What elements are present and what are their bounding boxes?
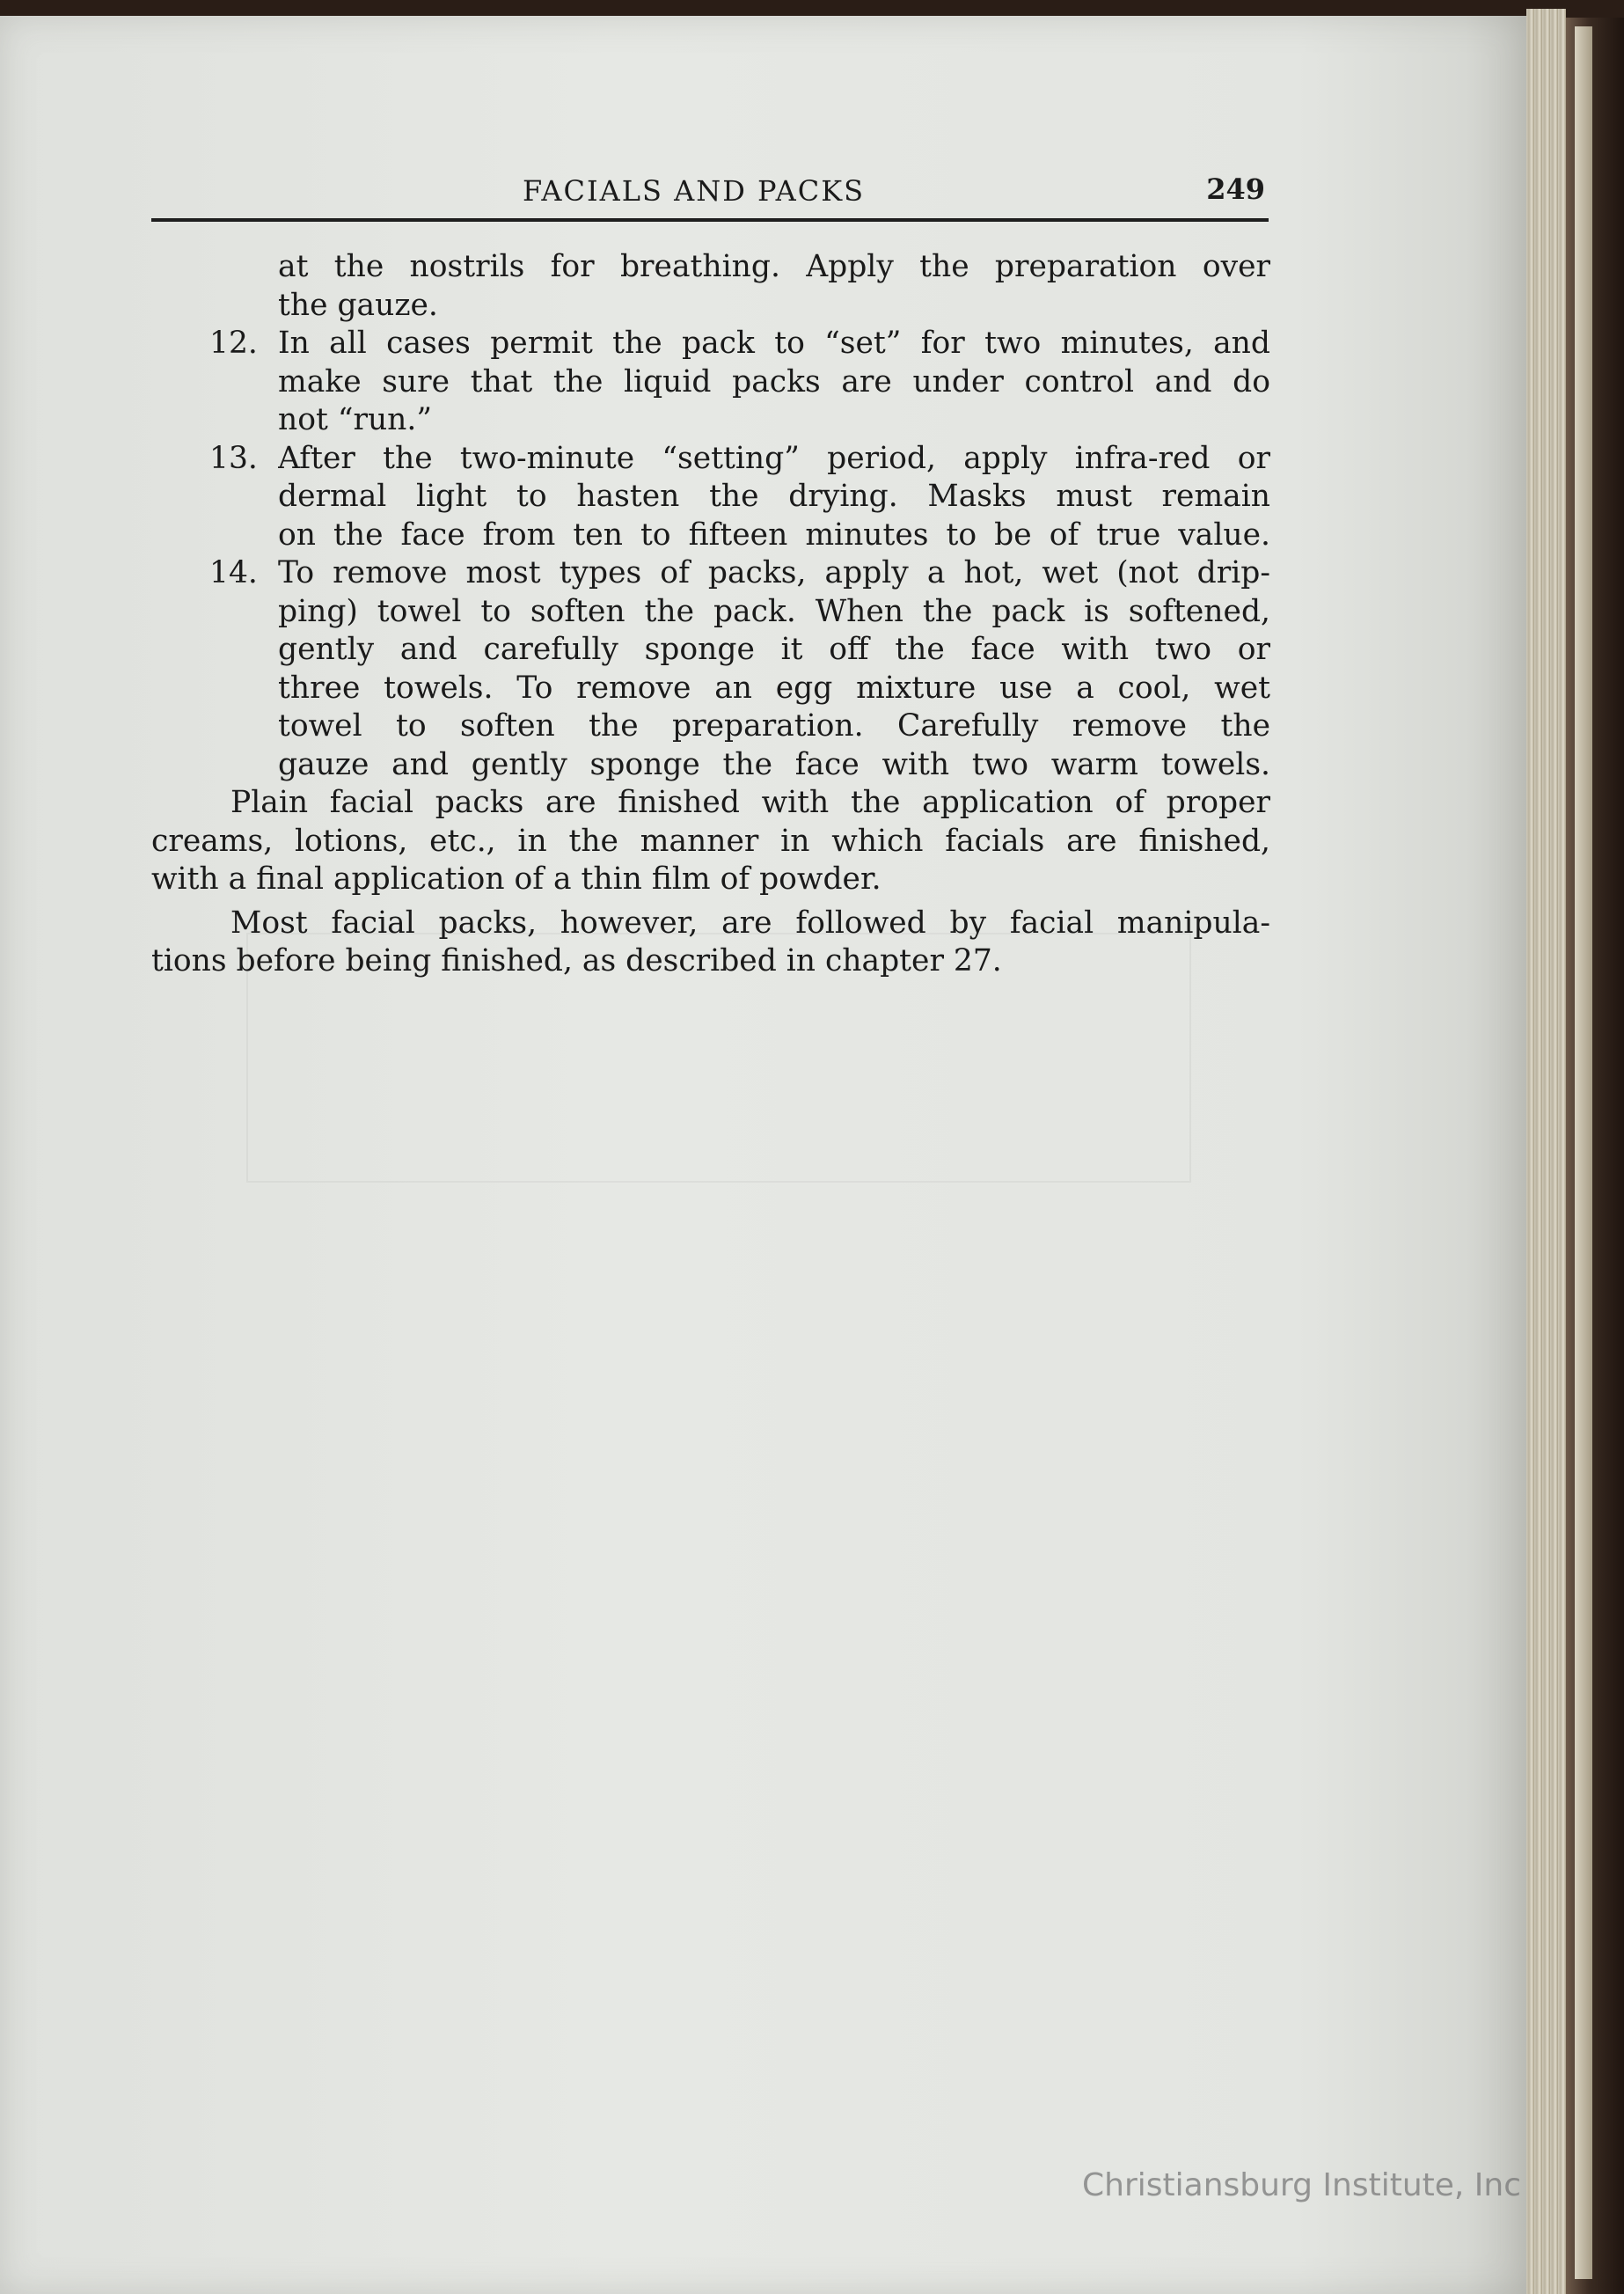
page-header — [151, 172, 1269, 222]
watermark: Christiansburg Institute, Inc — [1082, 2167, 1522, 2203]
item-line: dermal light to hasten the drying. Masks must remain — [278, 479, 1270, 514]
paragraph-most-packs — [151, 905, 1270, 981]
item-line: In all cases permit the pack to “set” for two minutes, and — [278, 326, 1270, 361]
page-number: 249 — [1206, 172, 1265, 206]
book-cover-inner — [1575, 26, 1592, 2279]
item-line: ping) towel to soften the pack. When the pack is softened, — [278, 593, 1270, 629]
item-number: 12. — [209, 326, 258, 361]
paragraph-line: creams, lotions, etc., in the manner in which facials are finished, — [151, 823, 1270, 859]
paragraph-plain-packs — [151, 784, 1270, 899]
paragraph-line: Most facial packs, however, are followed by facial manipula- — [230, 905, 1270, 941]
list-item-12 — [151, 325, 1270, 440]
item-number: 14. — [209, 555, 258, 590]
item-number: 13. — [209, 440, 258, 476]
body-text — [151, 248, 1270, 981]
item-line: on the face from ten to fifteen minutes to be of true value. — [278, 517, 1270, 553]
paragraph-line: Plain facial packs are finished with the application of proper — [230, 785, 1270, 820]
page-edges — [1526, 9, 1566, 2294]
item-line: gently and carefully sponge it off the face with two or — [278, 632, 1270, 667]
list-item-14 — [151, 554, 1270, 784]
item-line: not “run.” — [278, 402, 432, 437]
continuation-line: the gauze. — [278, 287, 438, 323]
item-line: After the two-minute “setting” period, apply infra-red or — [278, 440, 1270, 476]
item-line: three towels. To remove an egg mixture use a cool, wet — [278, 670, 1270, 706]
item-line: towel to soften the preparation. Carefully remove the — [278, 708, 1270, 744]
item-line: make sure that the liquid packs are under control and do — [278, 363, 1270, 399]
item-line: gauze and gently sponge the face with two warm towels. — [278, 746, 1270, 782]
paragraph-line: tions before being finished, as described in chapter 27. — [151, 943, 1002, 978]
running-head: FACIALS AND PACKS — [523, 174, 866, 208]
list-item-13 — [151, 440, 1270, 555]
continuation-line: at the nostrils for breathing. Apply the preparation over — [278, 249, 1270, 284]
paragraph-line: with a final application of a thin film of powder. — [151, 861, 881, 897]
item-line: To remove most types of packs, apply a hot, wet (not drip- — [278, 555, 1270, 590]
